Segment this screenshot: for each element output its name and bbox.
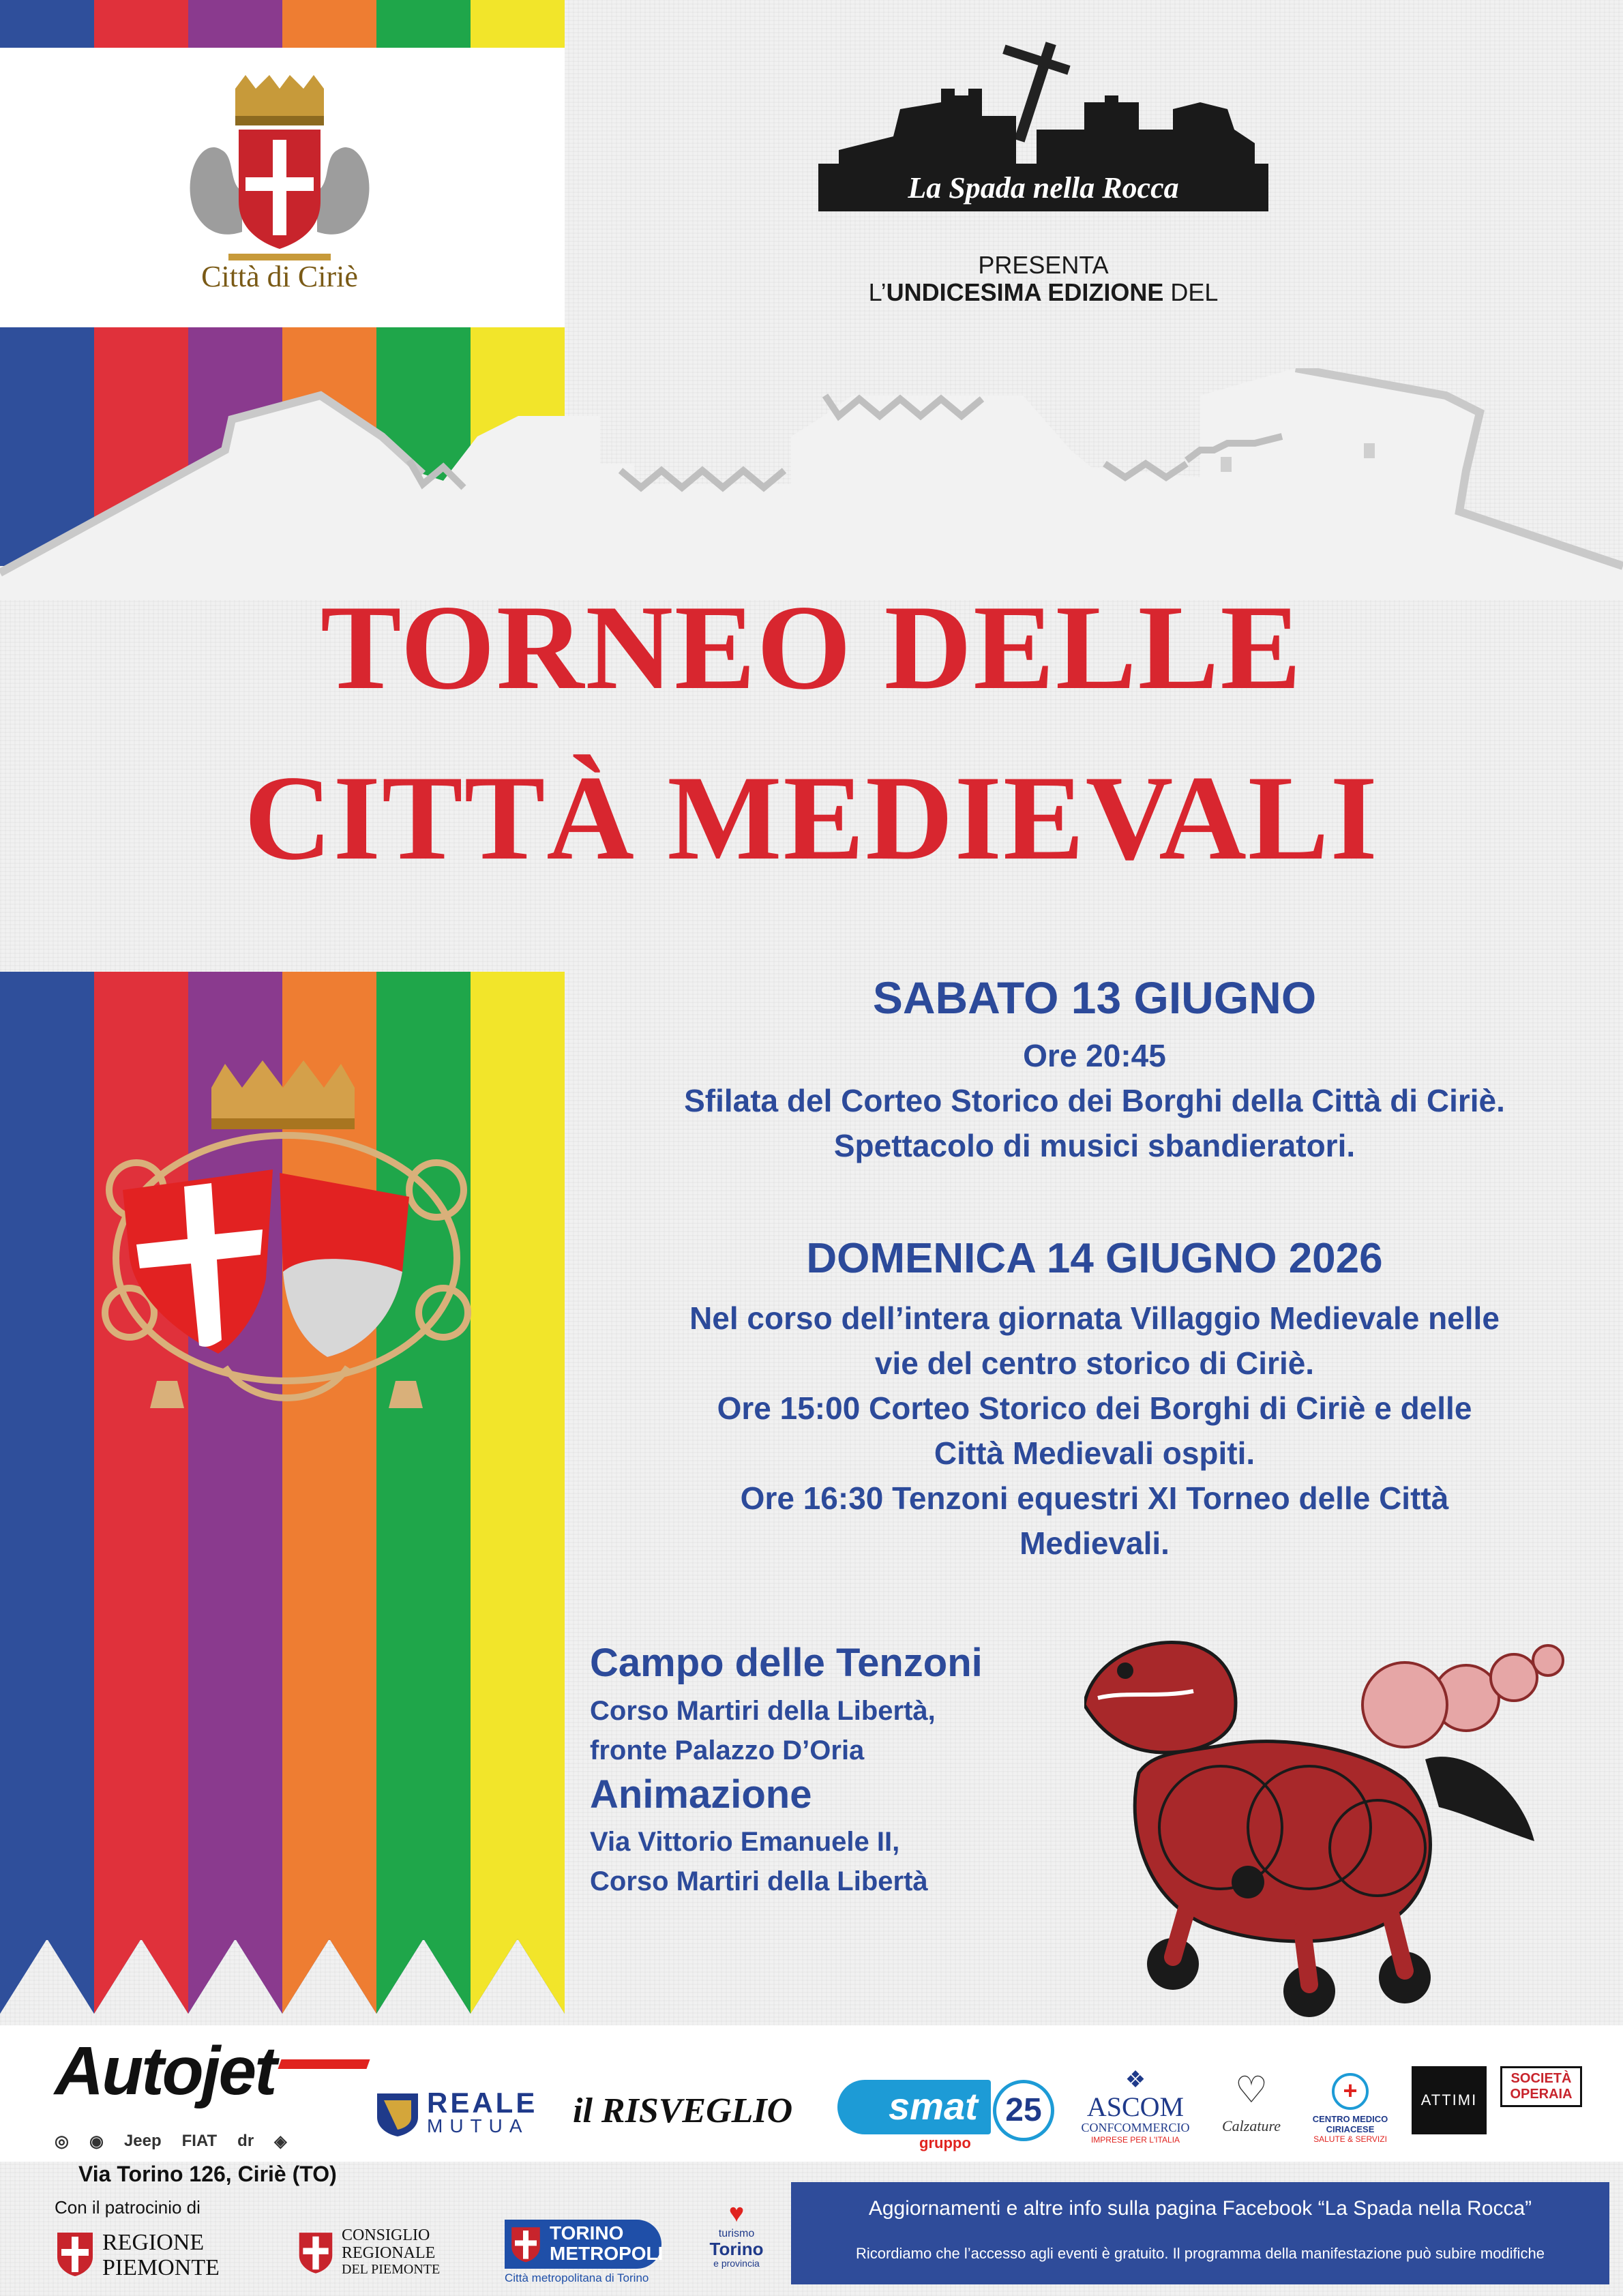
anim-line-1: Via Vittorio Emanuele II, — [590, 1827, 900, 1857]
attimi-logo: ATTIMI — [1412, 2066, 1487, 2134]
brand-jeep: Jeep — [123, 2132, 162, 2150]
crown-icon — [235, 75, 324, 125]
smat-25-badge: 25 — [993, 2080, 1054, 2141]
brand-fiat: FIAT — [181, 2132, 218, 2150]
info-banner-line-1: Aggiornamenti e altre info sulla pagina Facebook “La Spada nella Rocca” — [868, 2197, 1532, 2220]
centro-medico-logo: + CENTRO MEDICO CIRIACESE SALUTE & SERVIZI — [1296, 2073, 1405, 2148]
torino-shield-icon — [509, 2225, 543, 2263]
car-brand-icon: ◎ — [55, 2132, 69, 2151]
sunday-line-4: Città Medievali ospiti. — [934, 1435, 1255, 1471]
autojet-brands — [55, 2128, 368, 2155]
dragon-illustration — [1084, 1623, 1575, 2018]
patrocinio-label: Con il patrocinio di — [55, 2197, 200, 2218]
saturday-line-3: Spettacolo di musici sbandieratori. — [833, 1128, 1356, 1163]
city-name: Città di Ciriè — [201, 260, 358, 293]
crown-icon — [211, 1060, 355, 1129]
consiglio-regionale-logo: CONSIGLIO REGIONALE DEL PIEMONTE — [297, 2226, 467, 2281]
title-line-1: TORNEO DELLE — [320, 580, 1303, 715]
brand-dr: dr — [237, 2132, 254, 2150]
info-banner-line-2: Ricordiamo che l’accesso agli eventi è gratuito. Il programma della manifestazione può subire modifiche — [855, 2245, 1545, 2262]
anim-line-2: Corso Martiri della Libertà — [590, 1866, 928, 1896]
calzature-logo: ♡ Calzature — [1210, 2063, 1292, 2158]
animazione-heading: Animazione — [590, 1772, 812, 1817]
sunday-line-2: vie del centro storico di Ciriè. — [874, 1345, 1315, 1381]
reale-mutua-logo: REALE MUTUA — [374, 2087, 565, 2141]
sunday-heading: DOMENICA 14 GIUGNO 2026 — [806, 1235, 1383, 1282]
regione-piemonte-logo: REGIONE PIEMONTE — [55, 2226, 225, 2281]
heart-pin-icon: ♥ — [728, 2199, 745, 2228]
eagle-icon: ❖ — [1125, 2067, 1146, 2093]
reale-shield-icon — [374, 2090, 421, 2138]
sunday-line-3: Ore 15:00 Corteo Storico dei Borghi di Ciriè e delle — [717, 1390, 1472, 1426]
risveglio-logo: il RISVEGLIO — [573, 2091, 793, 2130]
autojet-logo: Autojet — [55, 2032, 368, 2107]
smat-logo: smat gruppo 25 — [837, 2080, 1062, 2148]
edition-bold: UNDICESIMA EDIZIONE — [886, 278, 1164, 306]
campo-heading: Campo delle Tenzoni — [590, 1641, 983, 1685]
turismo-torino-logo: ♥ turismo Torino e provincia — [696, 2199, 777, 2288]
consiglio-shield-icon — [297, 2230, 335, 2275]
skyline-silhouette — [0, 368, 1623, 600]
car-brand-icon: ◉ — [89, 2132, 104, 2151]
sunday-line-5: Ore 16:30 Tenzoni equestri XI Torneo delle Città — [740, 1480, 1449, 1516]
campo-line-2: fronte Palazzo D’Oria — [590, 1735, 865, 1765]
castle-sword-logo — [818, 27, 1268, 245]
medical-cross-icon: + — [1332, 2073, 1369, 2110]
societa-operaia-logo: SOCIETÀ OPERAIA — [1500, 2066, 1582, 2141]
presenta-text: PRESENTA — [978, 251, 1109, 279]
sunday-line-1: Nel corso dell’intera giornata Villaggio Medievale nelle — [689, 1300, 1500, 1336]
organizer-logo-text: La Spada nella Rocca — [908, 171, 1179, 205]
edition-text — [784, 278, 1302, 307]
torino-metropoli-logo: TORINO METROPOLI Città metropolitana di Torino — [505, 2220, 668, 2288]
autojet-address: Via Torino 126, Ciriè (TO) — [78, 2162, 337, 2186]
title-line-2: CITTÀ MEDIEVALI — [244, 750, 1379, 885]
left-banner — [0, 972, 565, 2015]
info-banner — [791, 2182, 1609, 2284]
ascom-logo: ❖ ASCOM CONFCOMMERCIO IMPRESE PER L'ITALIA — [1071, 2066, 1200, 2155]
coat-of-arms — [82, 1054, 491, 1463]
regione-shield-icon — [55, 2230, 95, 2278]
banner-zigzag — [0, 1939, 565, 2015]
saturday-line-2: Sfilata del Corteo Storico dei Borghi della Città di Ciriè. — [684, 1083, 1505, 1118]
car-brand-icon: ◈ — [274, 2132, 287, 2151]
sunday-line-6: Medievali. — [1019, 1525, 1170, 1561]
saturday-heading: SABATO 13 GIUGNO — [872, 972, 1317, 1023]
edition-prefix: L’ — [868, 278, 887, 306]
edition-suffix: DEL — [1163, 278, 1219, 306]
campo-line-1: Corso Martiri della Libertà, — [590, 1696, 936, 1726]
heart-icon: ♡ — [1234, 2070, 1268, 2111]
saturday-line-1: Ore 20:45 — [1023, 1038, 1166, 1073]
